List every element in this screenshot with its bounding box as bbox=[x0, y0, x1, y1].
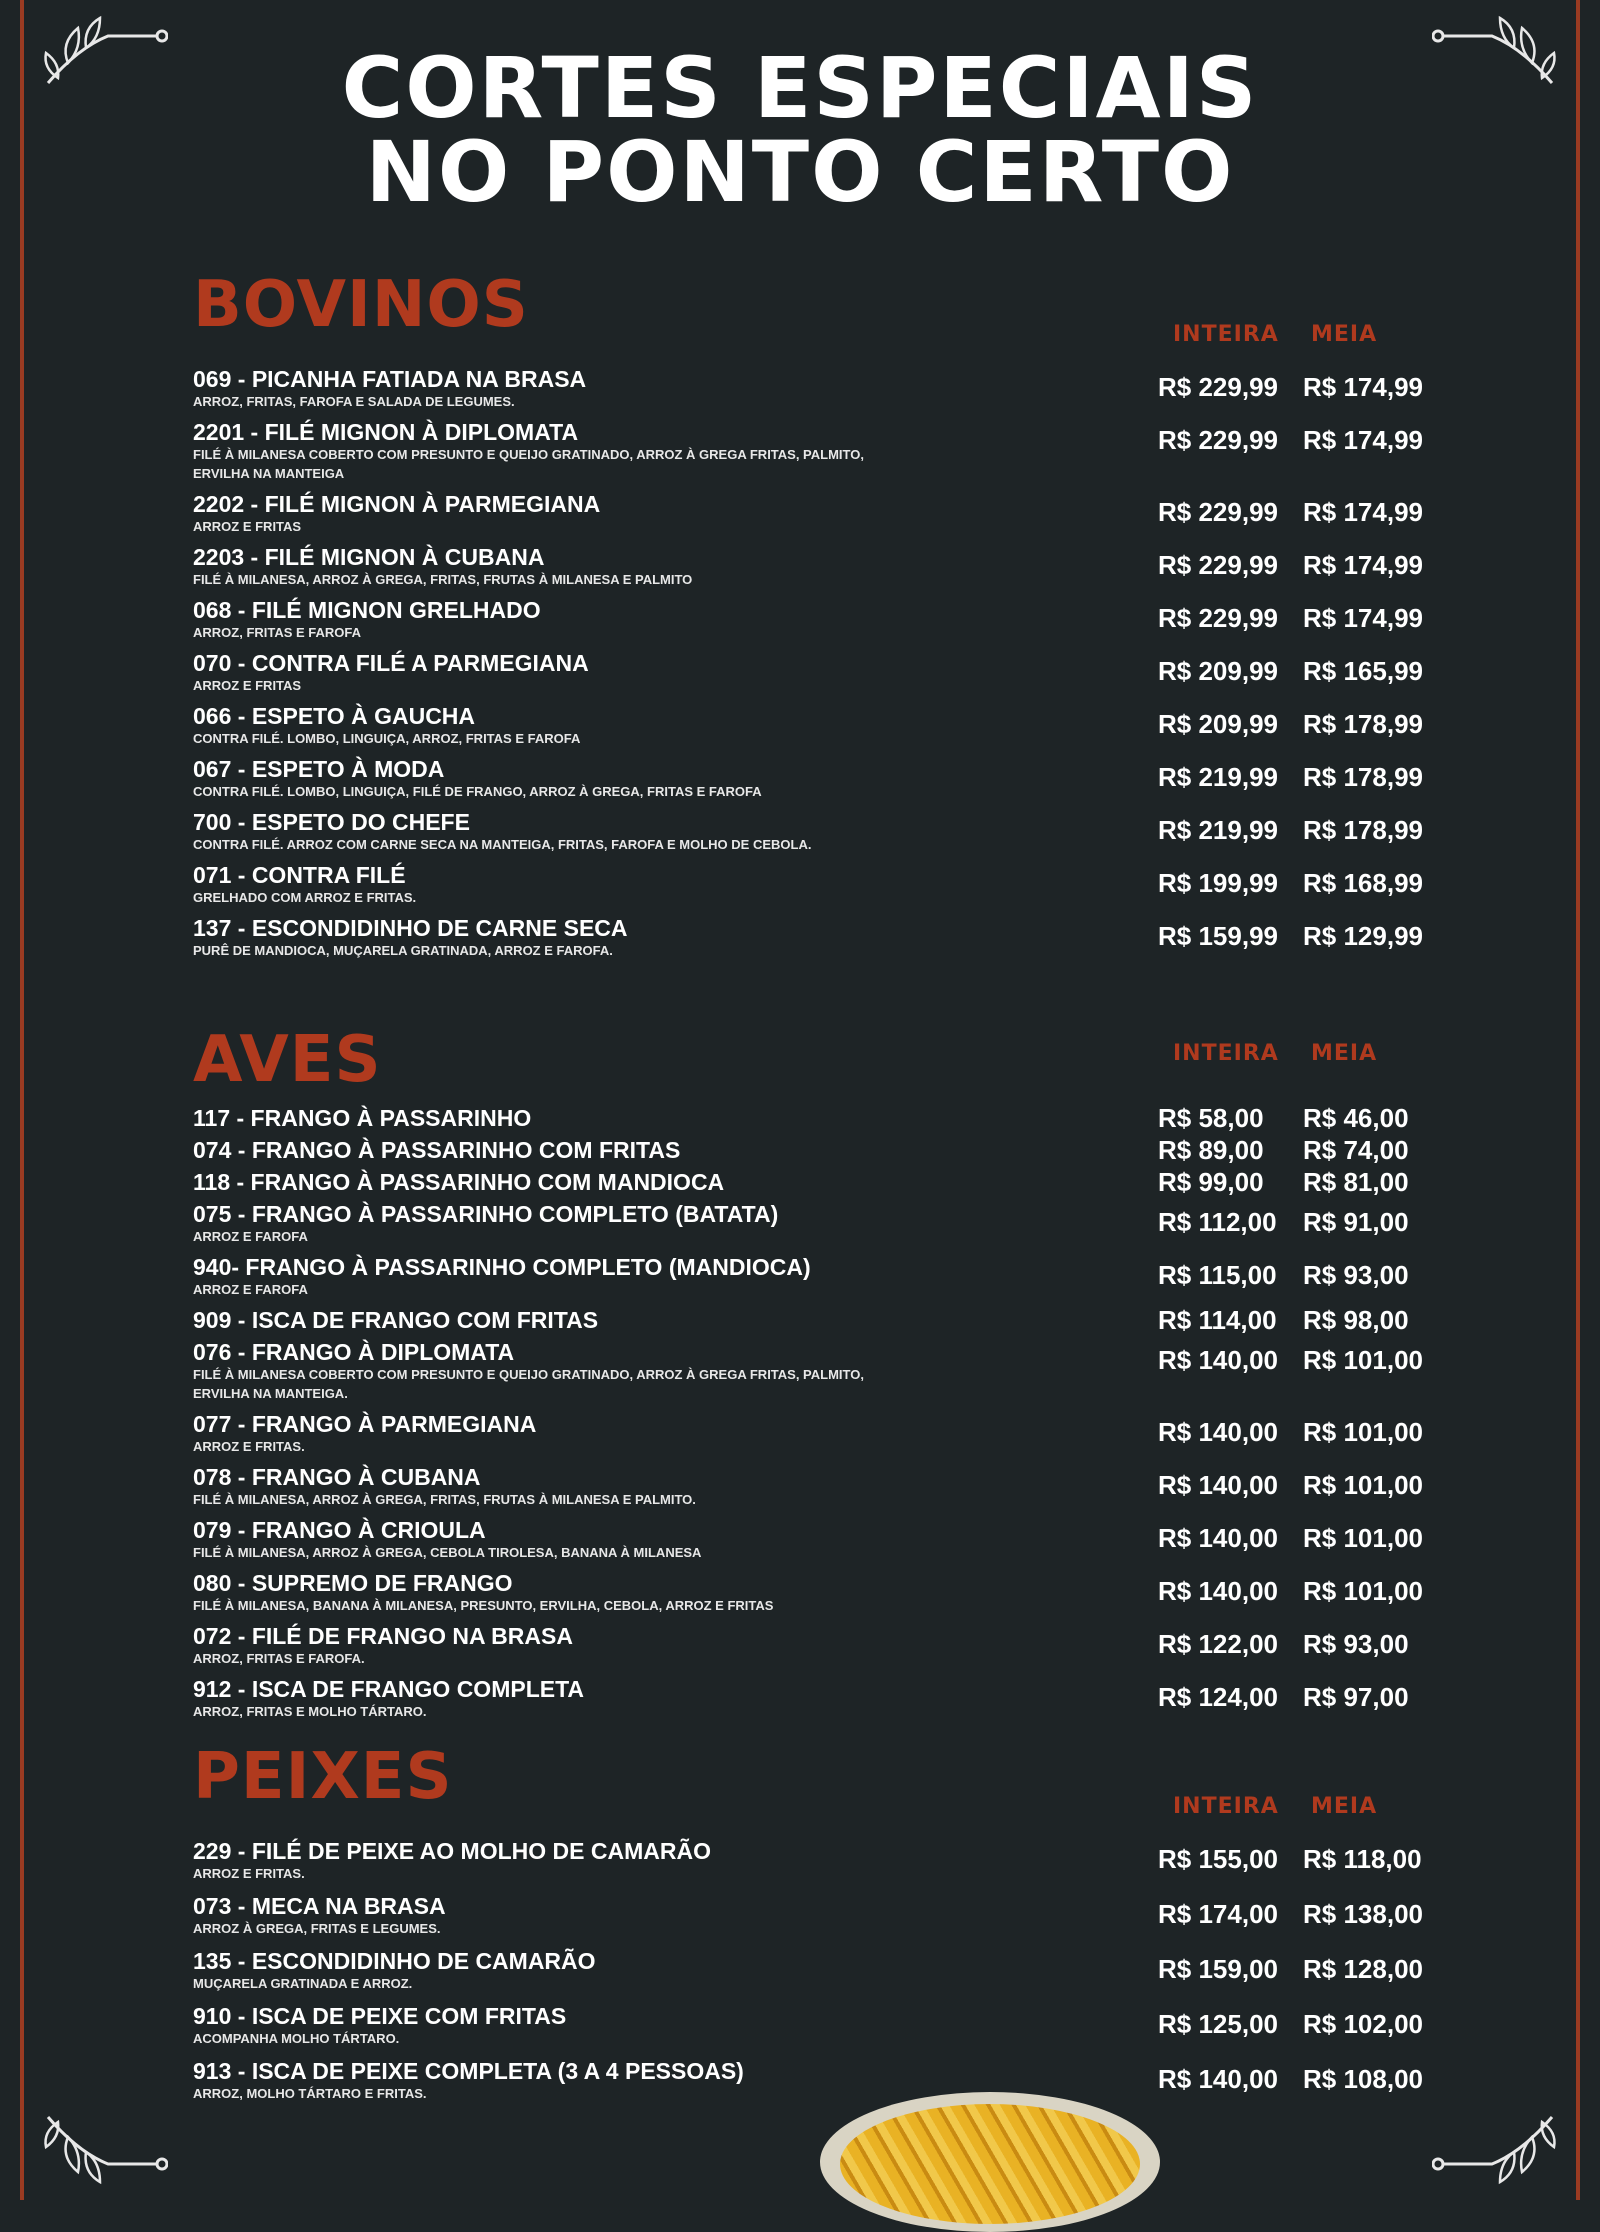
item-name: 700 - ESPETO DO CHEFE bbox=[193, 809, 470, 835]
section-header bbox=[193, 1025, 1453, 1105]
price-meia: R$ 128,00 bbox=[1303, 1954, 1423, 1984]
menu-item bbox=[193, 1307, 1453, 1333]
item-name: 078 - FRANGO À CUBANA bbox=[193, 1464, 481, 1490]
price-inteira: R$ 124,00 bbox=[1158, 1682, 1278, 1712]
price-meia: R$ 174,99 bbox=[1303, 425, 1423, 455]
price-inteira: R$ 99,00 bbox=[1158, 1167, 1264, 1197]
item-name: 137 - ESCONDIDINHO DE CARNE SECA bbox=[193, 915, 628, 941]
item-description: ARROZ E FRITAS. bbox=[193, 1439, 305, 1454]
section-title: AVES bbox=[193, 1023, 382, 1097]
menu-item bbox=[193, 1411, 1453, 1456]
menu-item bbox=[193, 1201, 1453, 1246]
item-name: 069 - PICANHA FATIADA NA BRASA bbox=[193, 366, 587, 392]
price-meia: R$ 97,00 bbox=[1303, 1682, 1409, 1712]
item-name: 074 - FRANGO À PASSARINHO COM FRITAS bbox=[193, 1137, 681, 1163]
item-description: ARROZ, FRITAS, FAROFA E SALADA DE LEGUMES. bbox=[193, 394, 515, 409]
menu-item bbox=[193, 1948, 1453, 1993]
menu-item bbox=[193, 809, 1453, 854]
menu-item bbox=[193, 1893, 1453, 1938]
item-name: 2201 - FILÉ MIGNON À DIPLOMATA bbox=[193, 419, 579, 445]
menu-item bbox=[193, 1464, 1453, 1509]
item-description: ARROZ E FAROFA bbox=[193, 1229, 308, 1244]
price-inteira: R$ 219,99 bbox=[1158, 815, 1278, 845]
item-description: FILÉ À MILANESA, ARROZ À GREGA, FRITAS, FRUTAS À MILANESA E PALMITO. bbox=[193, 1492, 696, 1507]
frame-border-right bbox=[1576, 0, 1580, 2200]
price-meia: R$ 174,99 bbox=[1303, 550, 1423, 580]
item-name: 910 - ISCA DE PEIXE COM FRITAS bbox=[193, 2003, 567, 2029]
price-meia: R$ 138,00 bbox=[1303, 1899, 1423, 1929]
price-meia: R$ 81,00 bbox=[1303, 1167, 1409, 1197]
price-meia: R$ 98,00 bbox=[1303, 1305, 1409, 1335]
item-name: 067 - ESPETO À MODA bbox=[193, 756, 445, 782]
item-name: 2203 - FILÉ MIGNON À CUBANA bbox=[193, 544, 545, 570]
price-inteira: R$ 159,00 bbox=[1158, 1954, 1278, 1984]
price-meia: R$ 165,99 bbox=[1303, 656, 1423, 686]
section-header bbox=[193, 1742, 1453, 1838]
item-name: 135 - ESCONDIDINHO DE CAMARÃO bbox=[193, 1948, 596, 1974]
leaf-ornament-icon bbox=[1432, 2102, 1562, 2192]
item-name: 073 - MECA NA BRASA bbox=[193, 1893, 446, 1919]
price-meia: R$ 46,00 bbox=[1303, 1103, 1409, 1133]
item-name: 940- FRANGO À PASSARINHO COMPLETO (MANDIOCA) bbox=[193, 1254, 811, 1280]
price-meia: R$ 101,00 bbox=[1303, 1523, 1423, 1553]
item-name: 229 - FILÉ DE PEIXE AO MOLHO DE CAMARÃO bbox=[193, 1838, 711, 1864]
item-description: FILÉ À MILANESA, ARROZ À GREGA, CEBOLA TIROLESA, BANANA À MILANESA bbox=[193, 1545, 702, 1560]
item-name: 066 - ESPETO À GAUCHA bbox=[193, 703, 476, 729]
item-description: GRELHADO COM ARROZ E FRITAS. bbox=[193, 890, 417, 905]
price-meia: R$ 118,00 bbox=[1303, 1844, 1422, 1874]
menu-item bbox=[193, 703, 1453, 748]
menu-item bbox=[193, 1570, 1453, 1615]
column-label-inteira: INTEIRA bbox=[1173, 1041, 1279, 1066]
item-description: MUÇARELA GRATINADA E ARROZ. bbox=[193, 1976, 413, 1991]
section-title: BOVINOS bbox=[193, 268, 529, 342]
price-meia: R$ 101,00 bbox=[1303, 1345, 1423, 1375]
price-meia: R$ 102,00 bbox=[1303, 2009, 1423, 2039]
price-inteira: R$ 140,00 bbox=[1158, 1345, 1278, 1375]
item-description: ARROZ, MOLHO TÁRTARO E FRITAS. bbox=[193, 2086, 427, 2101]
price-meia: R$ 174,99 bbox=[1303, 497, 1423, 527]
item-description: ARROZ, FRITAS E MOLHO TÁRTARO. bbox=[193, 1704, 427, 1719]
price-inteira: R$ 229,99 bbox=[1158, 372, 1278, 402]
item-name: 072 - FILÉ DE FRANGO NA BRASA bbox=[193, 1623, 573, 1649]
item-description: ARROZ E FRITAS. bbox=[193, 1866, 305, 1881]
item-name: 068 - FILÉ MIGNON GRELHADO bbox=[193, 597, 541, 623]
price-meia: R$ 174,99 bbox=[1303, 603, 1423, 633]
menu-item bbox=[193, 2058, 1453, 2103]
price-inteira: R$ 114,00 bbox=[1158, 1305, 1277, 1335]
price-inteira: R$ 155,00 bbox=[1158, 1844, 1278, 1874]
menu-item bbox=[193, 491, 1453, 536]
price-meia: R$ 91,00 bbox=[1303, 1207, 1409, 1237]
section-header bbox=[193, 270, 1453, 366]
item-description: ARROZ À GREGA, FRITAS E LEGUMES. bbox=[193, 1921, 441, 1936]
price-inteira: R$ 209,99 bbox=[1158, 656, 1278, 686]
price-inteira: R$ 58,00 bbox=[1158, 1103, 1264, 1133]
item-name: 912 - ISCA DE FRANGO COMPLETA bbox=[193, 1676, 585, 1702]
column-label-inteira: INTEIRA bbox=[1173, 322, 1279, 347]
item-name: 075 - FRANGO À PASSARINHO COMPLETO (BATATA) bbox=[193, 1201, 779, 1227]
price-meia: R$ 178,99 bbox=[1303, 815, 1423, 845]
price-meia: R$ 101,00 bbox=[1303, 1576, 1423, 1606]
item-description: FILÉ À MILANESA COBERTO COM PRESUNTO E QUEIJO GRATINADO, ARROZ À GREGA FRITAS, PALMITO, ERVILHA NA MANTEIGA bbox=[193, 447, 864, 481]
price-inteira: R$ 229,99 bbox=[1158, 550, 1278, 580]
price-inteira: R$ 89,00 bbox=[1158, 1135, 1264, 1165]
price-meia: R$ 168,99 bbox=[1303, 868, 1423, 898]
menu-item bbox=[193, 1838, 1453, 1883]
item-name: 071 - CONTRA FILÉ bbox=[193, 862, 406, 888]
item-name: 080 - SUPREMO DE FRANGO bbox=[193, 1570, 513, 1596]
menu-item bbox=[193, 1339, 1453, 1403]
price-meia: R$ 174,99 bbox=[1303, 372, 1423, 402]
menu-section-aves bbox=[193, 1025, 1453, 1729]
price-meia: R$ 101,00 bbox=[1303, 1417, 1423, 1447]
price-inteira: R$ 229,99 bbox=[1158, 425, 1278, 455]
menu-item bbox=[193, 2003, 1453, 2048]
item-name: 117 - FRANGO À PASSARINHO bbox=[193, 1105, 532, 1131]
menu-item bbox=[193, 544, 1453, 589]
fries-image bbox=[840, 2104, 1140, 2224]
item-description: ARROZ, FRITAS E FAROFA bbox=[193, 625, 362, 640]
price-meia: R$ 108,00 bbox=[1303, 2064, 1423, 2094]
menu-section-bovinos bbox=[193, 270, 1453, 968]
menu-item bbox=[193, 1254, 1453, 1299]
price-inteira: R$ 140,00 bbox=[1158, 1576, 1278, 1606]
price-inteira: R$ 140,00 bbox=[1158, 1470, 1278, 1500]
price-inteira: R$ 115,00 bbox=[1158, 1260, 1277, 1290]
item-description: FILÉ À MILANESA, ARROZ À GREGA, FRITAS, FRUTAS À MILANESA E PALMITO bbox=[193, 572, 693, 587]
menu-item bbox=[193, 1676, 1453, 1721]
frame-border-left bbox=[20, 0, 24, 2200]
menu-item bbox=[193, 756, 1453, 801]
menu-item bbox=[193, 1169, 1453, 1195]
menu-item bbox=[193, 1623, 1453, 1668]
item-description: FILÉ À MILANESA COBERTO COM PRESUNTO E QUEIJO GRATINADO, ARROZ À GREGA FRITAS, PALMITO, ERVILHA NA MANTEIGA. bbox=[193, 1367, 864, 1401]
menu-item bbox=[193, 1517, 1453, 1562]
price-inteira: R$ 229,99 bbox=[1158, 497, 1278, 527]
column-label-meia: MEIA bbox=[1311, 322, 1378, 347]
item-name: 079 - FRANGO À CRIOULA bbox=[193, 1517, 486, 1543]
section-title: PEIXES bbox=[193, 1740, 453, 1814]
price-inteira: R$ 140,00 bbox=[1158, 2064, 1278, 2094]
price-inteira: R$ 140,00 bbox=[1158, 1523, 1278, 1553]
menu-item bbox=[193, 650, 1453, 695]
item-description: ARROZ E FAROFA bbox=[193, 1282, 308, 1297]
menu-item bbox=[193, 1137, 1453, 1163]
price-meia: R$ 178,99 bbox=[1303, 709, 1423, 739]
price-meia: R$ 74,00 bbox=[1303, 1135, 1409, 1165]
menu-item bbox=[193, 597, 1453, 642]
price-inteira: R$ 229,99 bbox=[1158, 603, 1278, 633]
item-description: FILÉ À MILANESA, BANANA À MILANESA, PRESUNTO, ERVILHA, CEBOLA, ARROZ E FRITAS bbox=[193, 1598, 774, 1613]
item-description: PURÊ DE MANDIOCA, MUÇARELA GRATINADA, ARROZ E FAROFA. bbox=[193, 943, 613, 958]
item-description: CONTRA FILÉ. ARROZ COM CARNE SECA NA MANTEIGA, FRITAS, FAROFA E MOLHO DE CEBOLA. bbox=[193, 837, 812, 852]
price-inteira: R$ 125,00 bbox=[1158, 2009, 1278, 2039]
menu-item bbox=[193, 419, 1453, 483]
price-meia: R$ 101,00 bbox=[1303, 1470, 1423, 1500]
item-description: CONTRA FILÉ. LOMBO, LINGUIÇA, FILÉ DE FRANGO, ARROZ À GREGA, FRITAS E FAROFA bbox=[193, 784, 762, 799]
item-description: ACOMPANHA MOLHO TÁRTARO. bbox=[193, 2031, 400, 2046]
menu-title-line1: CORTES ESPECIAIS bbox=[341, 39, 1259, 137]
menu-item bbox=[193, 1105, 1453, 1131]
item-description: CONTRA FILÉ. LOMBO, LINGUIÇA, ARROZ, FRITAS E FAROFA bbox=[193, 731, 581, 746]
item-description: ARROZ E FRITAS bbox=[193, 678, 302, 693]
menu-item bbox=[193, 862, 1453, 907]
item-name: 076 - FRANGO À DIPLOMATA bbox=[193, 1339, 515, 1365]
item-name: 909 - ISCA DE FRANGO COM FRITAS bbox=[193, 1307, 599, 1333]
menu-section-peixes bbox=[193, 1742, 1453, 2113]
price-inteira: R$ 122,00 bbox=[1158, 1629, 1278, 1659]
column-label-meia: MEIA bbox=[1311, 1794, 1378, 1819]
menu-item bbox=[193, 366, 1453, 411]
menu-title-line2: NO PONTO CERTO bbox=[365, 123, 1235, 221]
item-name: 070 - CONTRA FILÉ A PARMEGIANA bbox=[193, 650, 589, 676]
item-name: 2202 - FILÉ MIGNON À PARMEGIANA bbox=[193, 491, 601, 517]
price-inteira: R$ 219,99 bbox=[1158, 762, 1278, 792]
item-name: 118 - FRANGO À PASSARINHO COM MANDIOCA bbox=[193, 1169, 725, 1195]
menu-title bbox=[0, 39, 1600, 221]
item-description: ARROZ, FRITAS E FAROFA. bbox=[193, 1651, 365, 1666]
price-meia: R$ 129,99 bbox=[1303, 921, 1423, 951]
leaf-ornament-icon bbox=[38, 2102, 168, 2192]
price-inteira: R$ 140,00 bbox=[1158, 1417, 1278, 1447]
item-description: ARROZ E FRITAS bbox=[193, 519, 302, 534]
column-label-meia: MEIA bbox=[1311, 1041, 1378, 1066]
price-meia: R$ 93,00 bbox=[1303, 1629, 1409, 1659]
column-label-inteira: INTEIRA bbox=[1173, 1794, 1279, 1819]
item-name: 913 - ISCA DE PEIXE COMPLETA (3 A 4 PESSOAS) bbox=[193, 2058, 744, 2084]
price-inteira: R$ 174,00 bbox=[1158, 1899, 1278, 1929]
price-inteira: R$ 209,99 bbox=[1158, 709, 1278, 739]
price-inteira: R$ 159,99 bbox=[1158, 921, 1278, 951]
price-inteira: R$ 199,99 bbox=[1158, 868, 1278, 898]
menu-item bbox=[193, 915, 1453, 960]
price-meia: R$ 178,99 bbox=[1303, 762, 1423, 792]
price-inteira: R$ 112,00 bbox=[1158, 1207, 1277, 1237]
price-meia: R$ 93,00 bbox=[1303, 1260, 1409, 1290]
item-name: 077 - FRANGO À PARMEGIANA bbox=[193, 1411, 537, 1437]
